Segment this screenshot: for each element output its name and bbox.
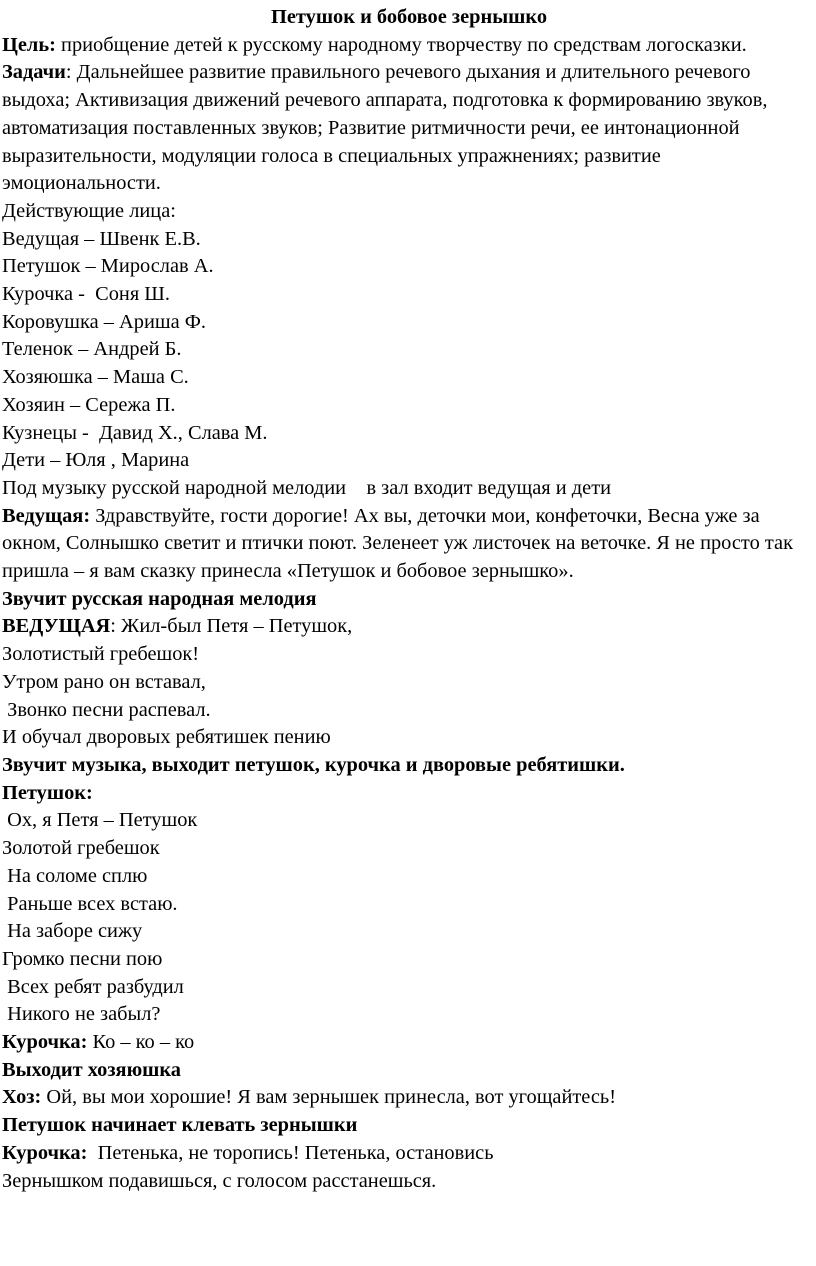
cast-item: Ведущая – Швенк Е.В. — [2, 227, 201, 250]
verse-line: Раньше всех встаю. — [2, 892, 178, 915]
hostess-line — [2, 1084, 816, 1112]
verse-line: Звонко песни распевал. — [2, 698, 211, 721]
verse-line: Золотистый гребешок! — [2, 643, 200, 666]
intro-line: Под музыку русской народной мелодии в зал входит ведущая и дети — [2, 476, 612, 499]
stage-direction — [2, 1112, 816, 1140]
cast-item: Теленок – Андрей Б. — [2, 338, 182, 361]
stage-direction-text: Звучит русская народная мелодия — [2, 587, 317, 610]
verse-line: Всех ребят разбудил — [2, 975, 184, 998]
cast-item: Хозяюшка – Маша С. — [2, 366, 189, 389]
stage-direction-text: Звучит музыка, выходит петушок, курочка и дворовые ребятишки. — [2, 753, 625, 776]
hen-line — [2, 1140, 816, 1168]
cast-item: Петушок – Мирослав А. — [2, 255, 214, 278]
hen-text: Ко – ко – ко — [87, 1031, 195, 1054]
verse-line: Утром рано он вставал, — [2, 670, 206, 693]
verse-line: Золотой гребешок — [2, 837, 160, 860]
cast-item: Кузнецы - Давид Х., Слава М. — [2, 421, 268, 444]
host-speech-text: Здравствуйте, гости дорогие! Ах вы, деточки мои, конфеточки, Весна уже за окном, Солнышко светит и птички поют. Зеленеет уж листочек на веточке. Я не просто так пришла – я вам сказку принесла «Петушок и бобовое зернышко». — [2, 504, 793, 583]
cast-list — [2, 226, 816, 475]
verse-line: Громко песни пою — [2, 947, 163, 970]
hen-text: Петенька, не торопись! Петенька, остановись — [87, 1141, 494, 1164]
cast-heading: Действующие лица: — [2, 199, 176, 222]
rooster-label: Петушок: — [2, 781, 93, 804]
hen-label: Курочка: — [2, 1031, 88, 1054]
stage-direction — [2, 1057, 816, 1085]
hen-label: Курочка: — [2, 1141, 88, 1164]
cast-item: Хозяин – Сережа П. — [2, 393, 176, 416]
verse-line: На заборе сижу — [2, 920, 143, 943]
goal-paragraph — [2, 32, 816, 60]
host-verse-first — [2, 613, 816, 641]
verse-line: Зернышком подавишься, с голосом расстанешься. — [2, 1169, 437, 1192]
hostess-label: Хоз: — [2, 1086, 42, 1109]
cast-item: Коровушка – Ариша Ф. — [2, 310, 206, 333]
document-title: Петушок и бобовое зернышко — [270, 6, 548, 28]
verse-line: И обучал дворовых ребятишек пению — [2, 726, 331, 749]
stage-direction-text: Петушок начинает клевать зернышки — [2, 1114, 358, 1137]
cast-item: Дети – Юля , Марина — [2, 449, 190, 472]
host-verse-label: ВЕДУЩАЯ — [2, 615, 111, 638]
tasks-label: Задачи — [2, 61, 66, 84]
hen-line — [2, 1029, 816, 1057]
verse-line: Никого не забыл? — [2, 1003, 161, 1026]
rooster-label-line — [2, 780, 816, 808]
host-speech-label: Ведущая: — [2, 504, 91, 527]
cast-item: Курочка - Соня Ш. — [2, 283, 170, 306]
verse-line: Ох, я Петя – Петушок — [2, 809, 198, 832]
hostess-text: Ой, вы мои хорошие! Я вам зернышек принесла, вот угощайтесь! — [41, 1086, 616, 1109]
tasks-text: : Дальнейшее развитие правильного речевого дыхания и длительного речевого выдоха; Активизация движений речевого аппарата, подготовка к формированию звуков, автоматизация поставленных звуков; Развитие ритмичности речи, ее интонационной выразительности, модуляции голоса в специальных упражнениях; развитие эмоциональности. — [2, 61, 768, 195]
stage-direction-text: Выходит хозяюшка — [2, 1058, 181, 1081]
host-verse-first-text: : Жил-был Петя – Петушок, — [110, 615, 353, 638]
goal-label: Цель: — [2, 33, 56, 56]
stage-direction — [2, 752, 816, 780]
verse-line: На соломе сплю — [2, 864, 148, 887]
goal-text: приобщение детей к русскому народному творчеству по средствам логосказки. — [55, 33, 747, 56]
tasks-paragraph — [2, 59, 816, 198]
host-speech — [2, 503, 816, 586]
stage-direction — [2, 586, 816, 614]
